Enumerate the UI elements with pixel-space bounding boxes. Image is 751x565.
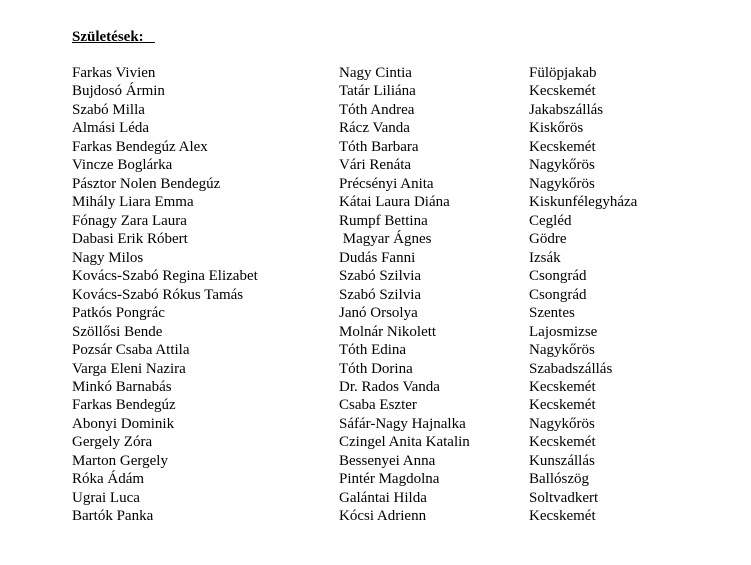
- mother-name: Tóth Edina: [339, 342, 407, 359]
- child-name: Ugrai Luca: [72, 489, 140, 506]
- child-name: Mihály Liara Emma: [72, 194, 194, 211]
- child-name: Patkós Pongrác: [72, 305, 165, 322]
- mother-name: Kócsi Adrienn: [339, 508, 427, 525]
- child-name: Bartók Panka: [72, 508, 154, 525]
- birthplace: Kecskemét: [529, 138, 596, 155]
- birthplace: Kecskemét: [529, 508, 596, 525]
- child-name: Marton Gergely: [72, 452, 168, 469]
- child-name: Szöllősi Bende: [72, 323, 163, 340]
- mother-name: Tóth Barbara: [339, 138, 419, 155]
- mother-name: Nagy Cintia: [339, 65, 412, 81]
- child-name: Farkas Bendegúz Alex: [72, 138, 208, 155]
- mother-name: Rácz Vanda: [339, 120, 410, 137]
- birthplace: Izsák: [529, 249, 561, 266]
- birthplace: Kecskemét: [529, 434, 596, 451]
- mother-name: Csaba Eszter: [339, 397, 417, 414]
- mother-name: Tatár Liliána: [339, 83, 416, 100]
- birthplace: Cegléd: [529, 212, 572, 229]
- mother-name: Sáfár-Nagy Hajnalka: [339, 415, 466, 432]
- section-heading: Születések:: [72, 29, 155, 45]
- mother-name: Janó Orsolya: [339, 305, 418, 322]
- birthplace: Gödre: [529, 231, 567, 248]
- birthplace: Nagykőrös: [529, 342, 595, 359]
- child-name: Kovács-Szabó Regina Elizabet: [72, 268, 258, 285]
- child-name: Varga Eleni Nazira: [72, 360, 186, 377]
- mother-name-column: [339, 64, 524, 526]
- birthplace: Kecskemét: [529, 378, 596, 395]
- mother-name: Rumpf Bettina: [339, 212, 428, 229]
- birthplace: Szentes: [529, 305, 575, 322]
- mother-name: Dudás Fanni: [339, 249, 416, 266]
- child-name: Pozsár Csaba Attila: [72, 342, 190, 359]
- birthplace: Csongrád: [529, 268, 587, 285]
- child-name: Gergely Zóra: [72, 434, 153, 451]
- mother-name: Galántai Hilda: [339, 489, 427, 506]
- child-name: Róka Ádám: [72, 471, 145, 488]
- mother-name: Magyar Ágnes: [339, 231, 432, 248]
- child-name-column: [72, 64, 334, 526]
- child-name: Dabasi Erik Róbert: [72, 231, 188, 248]
- birthplace-column: [529, 64, 739, 526]
- mother-name: Vári Renáta: [339, 157, 412, 174]
- child-name: Vincze Boglárka: [72, 157, 173, 174]
- mother-name: Tóth Dorina: [339, 360, 413, 377]
- mother-name: Szabó Szilvia: [339, 268, 422, 285]
- child-name: Fónagy Zara Laura: [72, 212, 187, 229]
- birthplace: Nagykőrös: [529, 157, 595, 174]
- child-name: Kovács-Szabó Rókus Tamás: [72, 286, 244, 303]
- birthplace: Ballószög: [529, 471, 589, 488]
- child-name: Szabó Milla: [72, 101, 145, 118]
- child-name: Farkas Vivien: [72, 65, 156, 81]
- mother-name: Czingel Anita Katalin: [339, 434, 470, 451]
- mother-name: Précsényi Anita: [339, 175, 434, 192]
- birthplace: Nagykőrös: [529, 415, 595, 432]
- birthplace: Szabadszállás: [529, 360, 613, 377]
- birthplace: Kecskemét: [529, 397, 596, 414]
- child-name: Pásztor Nolen Bendegúz: [72, 175, 221, 192]
- birthplace: Kecskemét: [529, 83, 596, 100]
- child-name: Minkó Barnabás: [72, 378, 172, 395]
- birthplace: Soltvadkert: [529, 489, 599, 506]
- mother-name: Kátai Laura Diána: [339, 194, 450, 211]
- birthplace: Kiskunfélegyháza: [529, 194, 638, 211]
- mother-name: Tóth Andrea: [339, 101, 415, 118]
- child-name: Bujdosó Ármin: [72, 83, 165, 100]
- mother-name: Szabó Szilvia: [339, 286, 422, 303]
- birthplace: Lajosmizse: [529, 323, 598, 340]
- mother-name: Dr. Rados Vanda: [339, 378, 440, 395]
- mother-name: Molnár Nikolett: [339, 323, 437, 340]
- mother-name: Pintér Magdolna: [339, 471, 440, 488]
- birthplace: Nagykőrös: [529, 175, 595, 192]
- child-name: Almási Léda: [72, 120, 150, 137]
- mother-name: Bessenyei Anna: [339, 452, 436, 469]
- birthplace: Kunszállás: [529, 452, 595, 469]
- child-name: Nagy Milos: [72, 249, 144, 266]
- child-name: Farkas Bendegúz: [72, 397, 176, 414]
- birthplace: Kiskőrös: [529, 120, 584, 137]
- birthplace: Fülöpjakab: [529, 65, 597, 81]
- child-name: Abonyi Dominik: [72, 415, 175, 432]
- birthplace: Csongrád: [529, 286, 587, 303]
- birthplace: Jakabszállás: [529, 101, 604, 118]
